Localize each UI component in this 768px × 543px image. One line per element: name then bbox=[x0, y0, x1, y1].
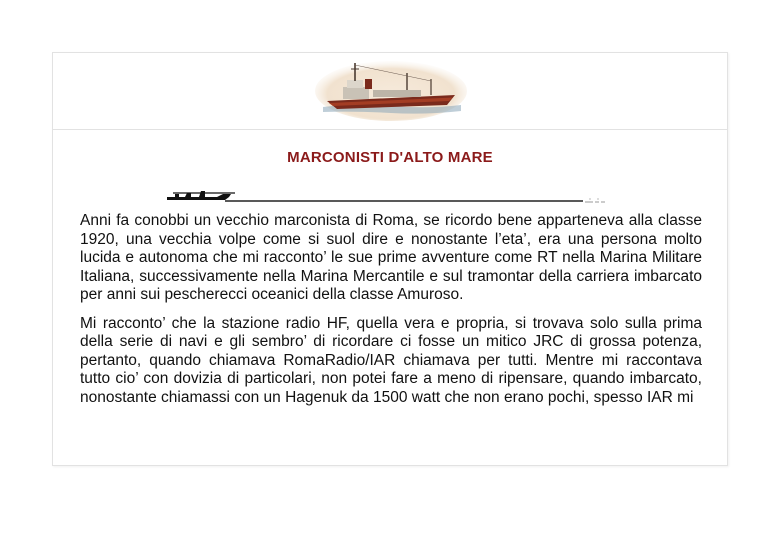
document-page bbox=[52, 52, 728, 466]
ship-icon bbox=[315, 57, 467, 121]
document-title: MARCONISTI D'ALTO MARE bbox=[287, 149, 493, 166]
paragraph-2: Mi racconto’ che la stazione radio HF, quella vera e propria, si trovava solo sulla prima della serie di navi e gli sembro’ di ricordare ci fosse un mitico JRC di grossa potenza, pertanto, quando chiamava RomaRadio/IAR chiamava per tutti. Mentre mi raccontava tutto cio’ con dovizia di particolari, non potei fare a meno di ripensare, quando imbarcato, nonostante chiamassi con un Hagenuk da 1500 watt che non erano pochi, spesso IAR mi bbox=[80, 314, 702, 406]
ship-silhouette-divider-icon bbox=[165, 187, 617, 207]
page-clip bbox=[53, 53, 727, 465]
paragraph-1: Anni fa conobbi un vecchio marconista di Roma, se ricordo bene apparteneva alla classe 1920, una vecchia volpe come si suol dire e nonostante l’eta’, era una persona molto lucida e autonoma che mi racconto’ le sue prime avventure come RT nella Marina Militare Italiana, successivamente nella Marina Mercantile e sul tramontar della carriera imbarcato per anni sui pescherecci oceanici della classe Amuroso. bbox=[80, 212, 702, 303]
header-band bbox=[53, 53, 727, 130]
document-body bbox=[80, 212, 702, 417]
